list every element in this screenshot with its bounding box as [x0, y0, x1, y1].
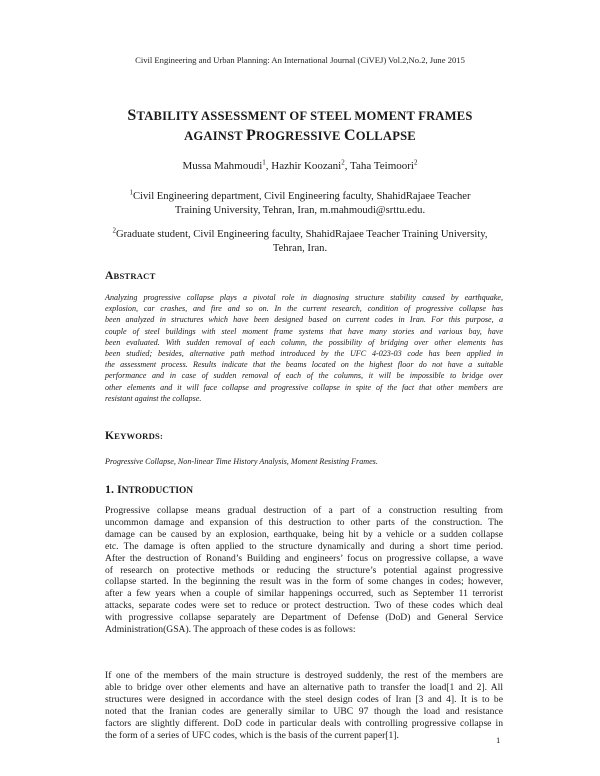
- author-name: Taha Teimoori: [350, 160, 414, 172]
- affiliation-1: [100, 190, 500, 218]
- author-separator: ,: [344, 160, 351, 172]
- abstract-heading: [105, 270, 156, 282]
- body-line: damage can be caused by an explosion, earthquake, being hit by a vehicle or a sudden collapse: [105, 528, 503, 540]
- abstract-line: other elements and it will face collapse and progressive collapse in spite of the fact that other members are: [105, 382, 503, 392]
- body-line: structures were designed in accordance with the steel design codes of Iran [3 and 4]. It is to be: [105, 693, 503, 705]
- affiliation-mark: 2: [112, 226, 116, 235]
- body-line: factors are slightly different. DoD code in particular deals with controlling progressive collapse in: [105, 717, 503, 729]
- body-line: the form of a series of UFC codes, which is the basis of the current paper[1].: [105, 729, 399, 741]
- author-affiliation-mark: 2: [341, 158, 345, 167]
- page-number: 1: [496, 735, 501, 745]
- introduction-heading: [105, 482, 193, 497]
- title-cap: C: [343, 127, 356, 144]
- body-line: attacks, separate codes were set to reduce or protect destruction. Two of these codes which deal: [105, 600, 503, 612]
- abstract-line: performance and in case of sudden removal of each of the columns, it will be impossible to bridge over: [105, 371, 503, 381]
- body-line: after a few years when a couple of similar happenings occurred, such as September 11 terrorist: [105, 588, 503, 600]
- heading-cap: A: [105, 270, 114, 282]
- affiliation-line: [100, 228, 500, 242]
- abstract-line: been analyzed in structures which have been designed based on current codes in Iran. For this purpose, a: [105, 315, 503, 325]
- body-line: Progressive collapse means gradual destruction of a part of a construction resulting from: [105, 505, 503, 516]
- body-line: of research on protective methods or reducing the structure’s potential against progressive: [105, 564, 503, 576]
- author-name: Mussa Mahmoudi: [182, 160, 263, 172]
- abstract-line: explosion, car crashes, and fire and so on. In the current research, condition of progressive collapse has: [105, 304, 503, 314]
- abstract-line: Analyzing progressive collapse plays a pivotal role in diagnosing structure stability caused by earthquake,: [105, 293, 503, 302]
- body-line: uncommon damage and expansion of this destruction to other parts of the construction. The: [105, 516, 503, 528]
- heading-rest: EYWORDS:: [114, 431, 164, 441]
- body-line: etc. The damage is often applied to the structure dynamically and during a short time period.: [105, 540, 503, 552]
- keywords-line: Progressive Collapse, Non-linear Time History Analysis, Moment Resisting Frames.: [105, 457, 378, 466]
- affiliation-line: Training University, Tehran, Iran, m.mahmoudi@srttu.edu.: [174, 205, 426, 216]
- affiliation-mark: 1: [129, 188, 133, 197]
- author-name: Hazhir Koozani: [271, 160, 342, 172]
- title-line-1: [80, 106, 520, 126]
- title-cap: S: [127, 107, 137, 124]
- title-word: OLLAPSE: [355, 129, 416, 143]
- title-word: AGAINST: [184, 129, 247, 143]
- body-line: collapse started. In the beginning the result was in the form of some changes in codes; however,: [105, 576, 503, 588]
- abstract-line: couple of steel buildings with steel moment frame systems that have many stories and various bay, have: [105, 326, 503, 336]
- title-word: TABILITY ASSESSMENT OF STEEL MOMENT FRAMES: [136, 109, 473, 123]
- abstract-line: been evaluated. With sudden removal of each column, the possibility of bridging over other elements has: [105, 337, 503, 347]
- body-line: After the destruction of Ronand’s Building and engineers’ focus on progressive collapse, a wave: [105, 552, 503, 564]
- section-number: 1.: [105, 482, 117, 496]
- affiliation-text: Civil Engineering department, Civil Engineering faculty, ShahidRajaee Teacher: [132, 191, 471, 202]
- heading-rest: BSTRACT: [113, 271, 156, 281]
- body-line: with progressive collapse separately are Department of Defense (DoD) and General Service: [105, 612, 503, 624]
- title-line-2: [80, 126, 520, 146]
- abstract-line: the assessment process. Results indicate that the beams located on the highest floor do not have a suitable: [105, 360, 503, 370]
- body-line: Administration(GSA). The approach of these codes is as follows:: [105, 624, 356, 636]
- author-list: [0, 160, 600, 172]
- affiliation-line: [100, 190, 500, 204]
- abstract-body: [105, 292, 503, 404]
- abstract-line: been studied; besides, alternative path method introduced by the UFC 4-023-03 code has been applied in: [105, 349, 503, 359]
- affiliation-2: [100, 228, 500, 256]
- keywords-list: [105, 456, 503, 467]
- title-cap: P: [246, 127, 256, 144]
- paper-title: [80, 106, 520, 146]
- title-word: ROGRESSIVE: [256, 129, 344, 143]
- heading-cap: K: [105, 430, 115, 442]
- keywords-heading: [105, 430, 163, 442]
- introduction-paragraph-1: [105, 505, 503, 636]
- introduction-paragraph-2: [105, 670, 503, 741]
- heading-cap: I: [117, 482, 122, 496]
- body-line: If one of the members of the main structure is destroyed suddenly, the rest of the members are: [105, 670, 503, 681]
- author-affiliation-mark: 2: [413, 158, 418, 167]
- body-line: able to bridge over other elements and have an alternative path to transfer the load[1 and 2]. All: [105, 681, 503, 693]
- affiliation-text: Graduate student, Civil Engineering faculty, ShahidRajaee Teacher Training University,: [115, 229, 488, 240]
- author-separator: ,: [265, 160, 272, 172]
- running-head: Civil Engineering and Urban Planning: An International Journal (CiVEJ) Vol.2,No.2, June 2015: [135, 55, 465, 65]
- heading-rest: NTRODUCTION: [121, 486, 194, 496]
- body-line: noted that the Iranian codes are generally similar to UBC 97 though the load and resistance: [105, 705, 503, 717]
- affiliation-line: Tehran, Iran.: [272, 243, 328, 254]
- abstract-line: resistant against the collapse.: [105, 393, 202, 403]
- author-affiliation-mark: 1: [262, 158, 266, 167]
